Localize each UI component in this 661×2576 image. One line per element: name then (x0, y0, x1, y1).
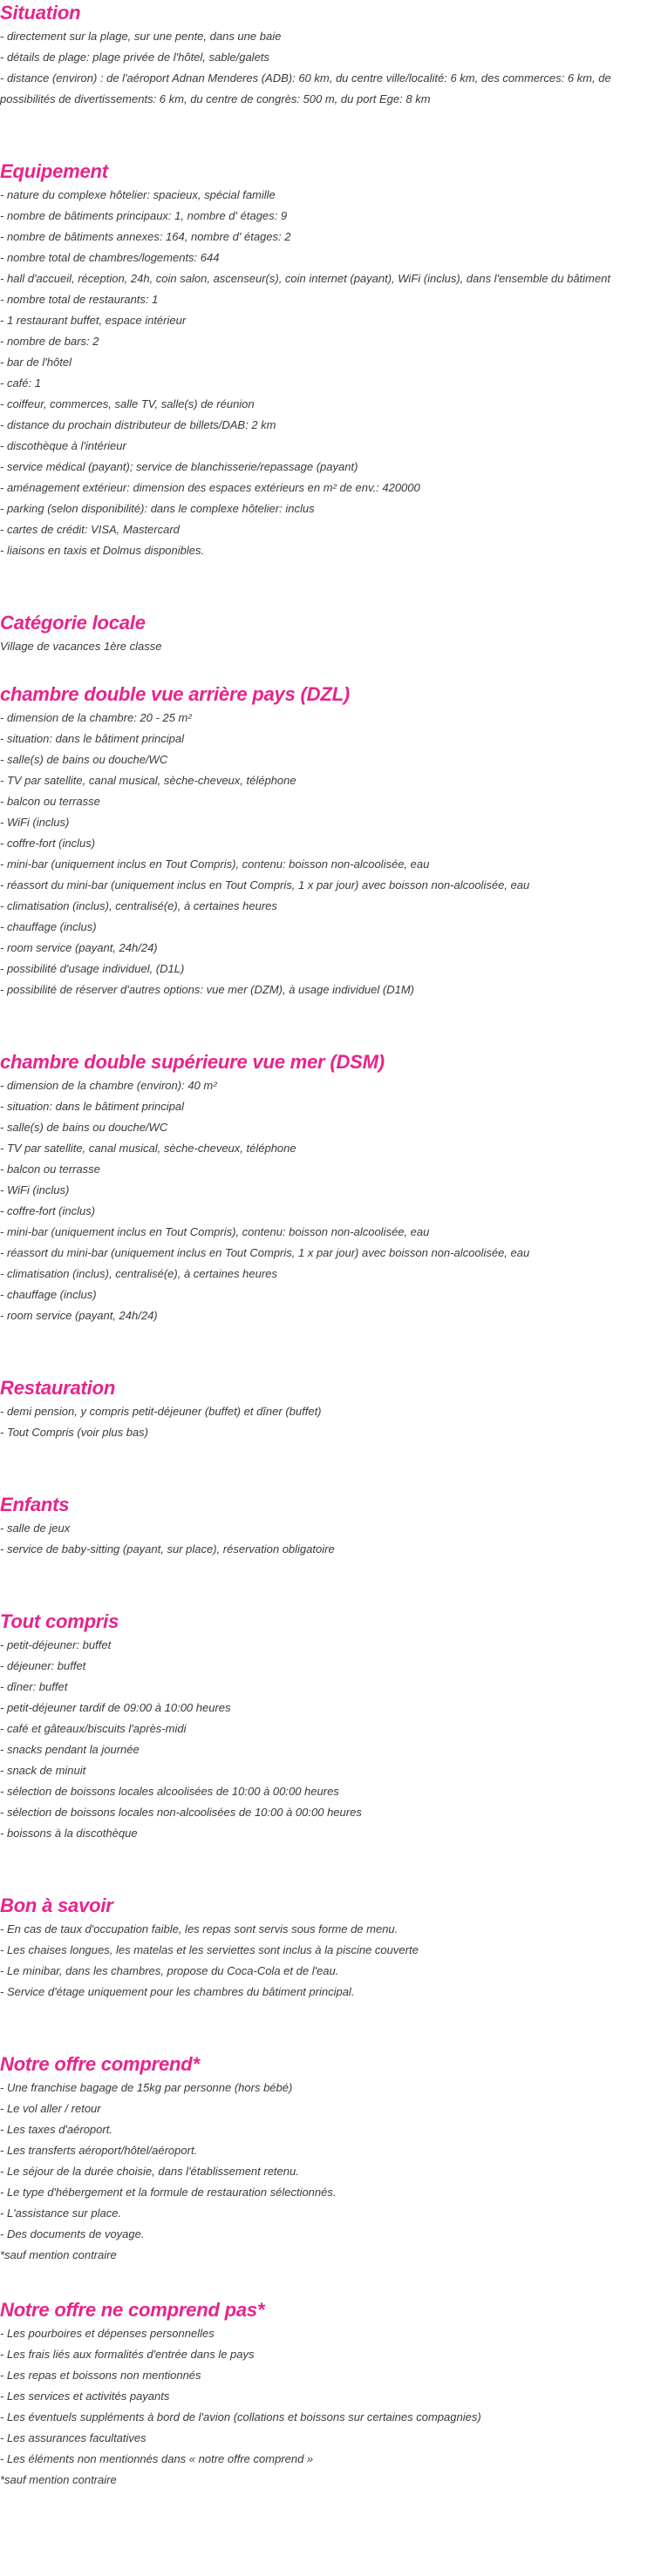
list-item: - sélection de boissons locales non-alcoolisées de 10:00 à 00:00 heures (0, 1806, 362, 1819)
list-item: - WiFi (inclus) (0, 816, 70, 829)
footnote: *sauf mention contraire (0, 2248, 117, 2261)
list-item: - snack de minuit (0, 1764, 86, 1777)
list-item: - mini-bar (uniquement inclus en Tout Compris), contenu: boisson non-alcoolisée, eau (0, 858, 430, 871)
list-item: - balcon ou terrasse (0, 1163, 100, 1176)
footnote: *sauf mention contraire (0, 2473, 117, 2486)
list-item: Village de vacances 1ère classe (0, 640, 162, 653)
list-item: - Les frais liés aux formalités d'entrée dans le pays (0, 2348, 255, 2361)
list-item: - petit-déjeuner: buffet (0, 1638, 112, 1651)
list-item: - WiFi (inclus) (0, 1183, 70, 1196)
list-item: - coffre-fort (inclus) (0, 1204, 96, 1217)
list-item: - réassort du mini-bar (uniquement inclus en Tout Compris, 1 x par jour) avec boisson non-alcoolisée, eau (0, 1246, 530, 1259)
list-item: - Les taxes d'aéroport. (0, 2123, 112, 2136)
list-item: - Les éléments non mentionnés dans « notre offre comprend » (0, 2452, 314, 2465)
list-item: - room service (payant, 24h/24) (0, 941, 158, 954)
list-item: - dimension de la chambre (environ): 40 m² (0, 1079, 217, 1092)
list-item: - room service (payant, 24h/24) (0, 1309, 158, 1322)
list-item: - aménagement extérieur: dimension des espaces extérieurs en m² de env.: 420000 (0, 481, 420, 494)
list-item: - TV par satellite, canal musical, sèche-cheveux, téléphone (0, 774, 296, 787)
list-item: - Une franchise bagage de 15kg par personne (hors bébé) (0, 2081, 293, 2094)
list-item: - déjeuner: buffet (0, 1659, 86, 1672)
section-title: Equipement (0, 160, 108, 182)
list-item: - climatisation (inclus), centralisé(e), à certaines heures (0, 899, 277, 912)
list-item: - distance (environ) : de l'aéroport Adnan Menderes (ADB): 60 km, du centre ville/localité: 6 km, des commerces: 6 km, de possibilités de divertissements: 6 km, du centre de congrès: 500 m, du port Ege: 8 km (0, 71, 611, 105)
list-item: - situation: dans le bâtiment principal (0, 1100, 185, 1113)
list-item: - Tout Compris (voir plus bas) (0, 1426, 149, 1439)
list-item: - Le type d'hébergement et la formule de restauration sélectionnés. (0, 2186, 337, 2199)
list-item: - climatisation (inclus), centralisé(e), à certaines heures (0, 1267, 277, 1280)
list-item: - mini-bar (uniquement inclus en Tout Compris), contenu: boisson non-alcoolisée, eau (0, 1225, 430, 1238)
section-title: chambre double vue arrière pays (DZL) (0, 683, 350, 705)
list-item: - snacks pendant la journée (0, 1743, 140, 1756)
list-item: - distance du prochain distributeur de billets/DAB: 2 km (0, 418, 276, 431)
list-item: - chauffage (inclus) (0, 1288, 97, 1301)
list-item: - dimension de la chambre: 20 - 25 m² (0, 711, 192, 724)
list-item: - discothèque à l'intérieur (0, 439, 126, 452)
section-room-dsm (0, 1049, 661, 1326)
section-restauration (0, 1375, 661, 1443)
list-item: - balcon ou terrasse (0, 795, 100, 808)
list-item: - possibilité de réserver d'autres options: vue mer (DZM), à usage individuel (D1M) (0, 983, 415, 996)
list-item: - parking (selon disponibilité): dans le complexe hôtelier: inclus (0, 502, 315, 515)
section-tout-compris (0, 1609, 661, 1844)
section-title: Tout compris (0, 1610, 119, 1632)
list-item: - bar de l'hôtel (0, 356, 72, 369)
list-item: - Le séjour de la durée choisie, dans l'établissement retenu. (0, 2165, 299, 2178)
list-item: - café et gâteaux/biscuits l'après-midi (0, 1722, 187, 1735)
list-item: - café: 1 (0, 376, 41, 390)
list-item: - nombre total de restaurants: 1 (0, 293, 159, 306)
list-item: - nombre de bâtiments annexes: 164, nombre d' étages: 2 (0, 230, 291, 243)
section-enfants (0, 1492, 661, 1560)
list-item: - situation: dans le bâtiment principal (0, 732, 185, 745)
list-item: - coffre-fort (inclus) (0, 837, 96, 850)
section-offre-ne-comprend-pas (0, 2297, 661, 2491)
list-item: - Les pourboires et dépenses personnelles (0, 2327, 215, 2340)
section-title: chambre double supérieure vue mer (DSM) (0, 1051, 385, 1073)
list-item: - dîner: buffet (0, 1680, 68, 1693)
list-item: - 1 restaurant buffet, espace intérieur (0, 314, 187, 327)
list-item: - nombre total de chambres/logements: 644 (0, 251, 220, 264)
list-item: - petit-déjeuner tardif de 09:00 à 10:00 heures (0, 1701, 231, 1714)
section-title: Restauration (0, 1377, 116, 1399)
section-bon-a-savoir (0, 1893, 661, 2003)
list-item: - Des documents de voyage. (0, 2227, 145, 2240)
list-item: - salle(s) de bains ou douche/WC (0, 753, 168, 766)
list-item: - réassort du mini-bar (uniquement inclus en Tout Compris, 1 x par jour) avec boisson non-alcoolisée, eau (0, 878, 530, 891)
list-item: - Les éventuels suppléments à bord de l'avion (collations et boissons sur certaines compagnies) (0, 2410, 481, 2423)
section-title: Notre offre ne comprend pas* (0, 2299, 265, 2321)
section-offre-comprend (0, 2051, 661, 2266)
section-title: Enfants (0, 1494, 70, 1515)
section-categorie (0, 610, 661, 657)
list-item: - coiffeur, commerces, salle TV, salle(s) de réunion (0, 397, 255, 410)
list-item: - L'assistance sur place. (0, 2207, 122, 2220)
list-item: - salle de jeux (0, 1522, 71, 1535)
list-item: - boissons à la discothèque (0, 1827, 138, 1840)
section-room-dzl (0, 681, 661, 1000)
list-item: - hall d'accueil, réception, 24h, coin salon, ascenseur(s), coin internet (payant), WiFi (inclus), dans l'ensemble du bâtiment (0, 272, 610, 285)
list-item: - Service d'étage uniquement pour les chambres du bâtiment principal. (0, 1985, 355, 1998)
list-item: - demi pension, y compris petit-déjeuner (buffet) et dîner (buffet) (0, 1405, 322, 1418)
list-item: - service de baby-sitting (payant, sur place), réservation obligatoire (0, 1542, 335, 1556)
section-title: Catégorie locale (0, 612, 146, 634)
list-item: - service médical (payant); service de blanchisserie/repassage (payant) (0, 460, 358, 473)
list-item: - Le vol aller / retour (0, 2102, 101, 2115)
list-item: - nombre de bars: 2 (0, 335, 99, 348)
list-item: - cartes de crédit: VISA, Mastercard (0, 523, 180, 536)
list-item: - liaisons en taxis et Dolmus disponibles. (0, 544, 205, 557)
section-title: Notre offre comprend* (0, 2053, 200, 2075)
list-item: - directement sur la plage, sur une pente, dans une baie (0, 30, 282, 43)
list-item: - détails de plage: plage privée de l'hôtel, sable/galets (0, 51, 269, 64)
list-item: - TV par satellite, canal musical, sèche-cheveux, téléphone (0, 1142, 296, 1155)
section-equipement (0, 159, 661, 561)
list-item: - chauffage (inclus) (0, 920, 97, 933)
list-item: - Les assurances facultatives (0, 2431, 147, 2444)
list-item: - En cas de taux d'occupation faible, les repas sont servis sous forme de menu. (0, 1922, 399, 1935)
list-item: - Le minibar, dans les chambres, propose du Coca-Cola et de l'eau. (0, 1964, 339, 1977)
list-item: - Les services et activités payants (0, 2390, 170, 2403)
section-situation (0, 0, 661, 110)
section-title: Situation (0, 2, 81, 24)
list-item: - Les repas et boissons non mentionnés (0, 2369, 201, 2382)
section-title: Bon à savoir (0, 1895, 113, 1916)
list-item: - nature du complexe hôtelier: spacieux, spécial famille (0, 188, 276, 201)
list-item: - Les transferts aéroport/hôtel/aéroport. (0, 2144, 198, 2157)
list-item: - Les chaises longues, les matelas et les serviettes sont inclus à la piscine couverte (0, 1943, 419, 1956)
list-item: - salle(s) de bains ou douche/WC (0, 1121, 168, 1134)
list-item: - possibilité d'usage individuel, (D1L) (0, 962, 185, 975)
list-item: - nombre de bâtiments principaux: 1, nombre d' étages: 9 (0, 209, 288, 222)
list-item: - sélection de boissons locales alcoolisées de 10:00 à 00:00 heures (0, 1785, 339, 1798)
